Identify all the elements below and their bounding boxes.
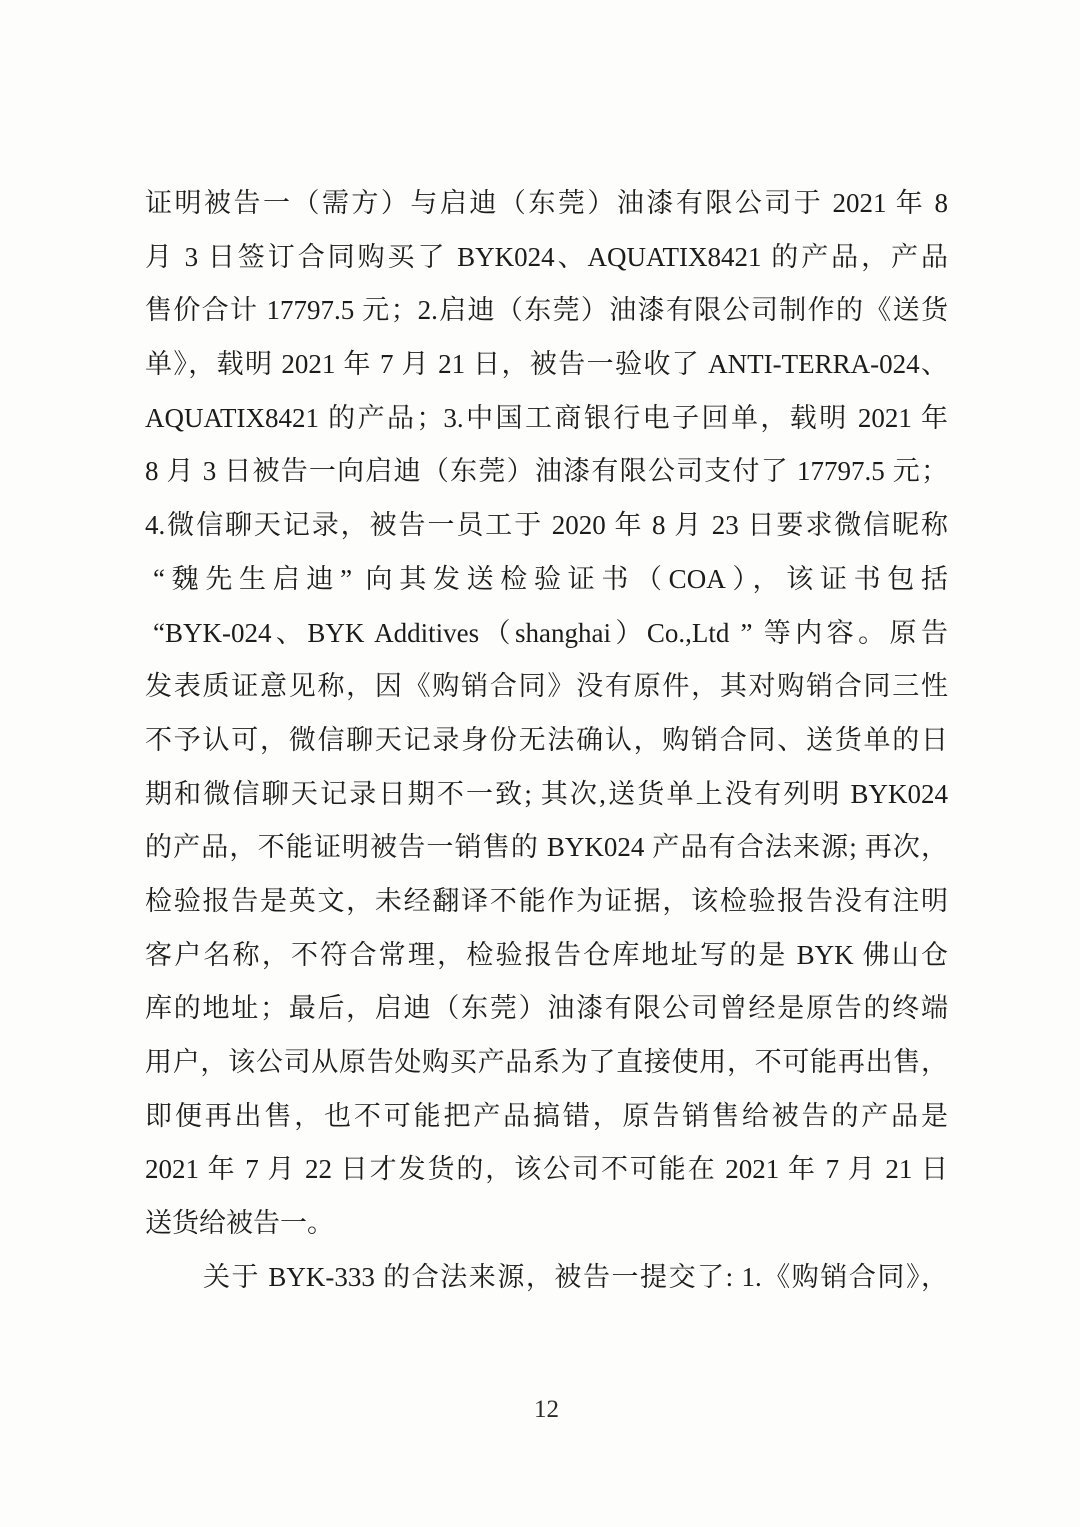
text-line: 送货给被告一。 xyxy=(145,1208,334,1239)
text-line: 单》，载明 2021 年 7 月 21 日，被告一验收了 ANTI-TERRA-024、 xyxy=(145,349,948,380)
text-line: AQUATIX8421 的产品；3.中国工商银行电子回单，载明 2021 年 xyxy=(145,402,948,433)
body-text xyxy=(145,177,948,1304)
text-line: “BYK-024、BYK Additives（shanghai）Co.,Ltd ” 等内容。原告 xyxy=(153,617,948,648)
text-line: 4.微信聊天记录，被告一员工于 2020 年 8 月 23 日要求微信昵称 xyxy=(145,510,948,541)
text-line: 客户名称，不符合常理，检验报告仓库地址写的是 BYK 佛山仓 xyxy=(145,939,948,970)
text-line: 2021 年 7 月 22 日才发货的，该公司不可能在 2021 年 7 月 21 日 xyxy=(145,1154,948,1185)
text-line: 期和微信聊天记录日期不一致; 其次,送货单上没有列明 BYK024 xyxy=(145,778,948,809)
text-line: 的产品，不能证明被告一销售的 BYK024 产品有合法来源; 再次， xyxy=(145,832,948,863)
text-line: 不予认可，微信聊天记录身份无法确认，购销合同、送货单的日 xyxy=(145,724,948,755)
text-line: 检验报告是英文，未经翻译不能作为证据，该检验报告没有注明 xyxy=(145,885,948,916)
text-line: 8 月 3 日被告一向启迪（东莞）油漆有限公司支付了 17797.5 元； xyxy=(145,456,948,487)
text-line: 证明被告一（需方）与启迪（东莞）油漆有限公司于 2021 年 8 xyxy=(145,188,948,218)
text-line: 库的地址；最后，启迪（东莞）油漆有限公司曾经是原告的终端 xyxy=(145,993,948,1024)
text-line: 即便再出售，也不可能把产品搞错，原告销售给被告的产品是 xyxy=(145,1100,948,1131)
text-line: 关于 BYK-333 的合法来源，被告一提交了: 1.《购销合同》， xyxy=(203,1261,948,1292)
text-line: 月 3 日签订合同购买了 BYK024、AQUATIX8421 的产品，产品 xyxy=(145,241,948,272)
page-number: 12 xyxy=(534,1396,559,1423)
text-line: 发表质证意见称，因《购销合同》没有原件，其对购销合同三性 xyxy=(145,671,948,702)
text-line: “魏先生启迪” 向其发送检验证书（COA），该证书包括 xyxy=(153,563,948,594)
text-line: 售价合计 17797.5 元；2.启迪（东莞）油漆有限公司制作的《送货 xyxy=(145,295,948,326)
text-line: 用户，该公司从原告处购买产品系为了直接使用，不可能再出售， xyxy=(145,1047,948,1077)
